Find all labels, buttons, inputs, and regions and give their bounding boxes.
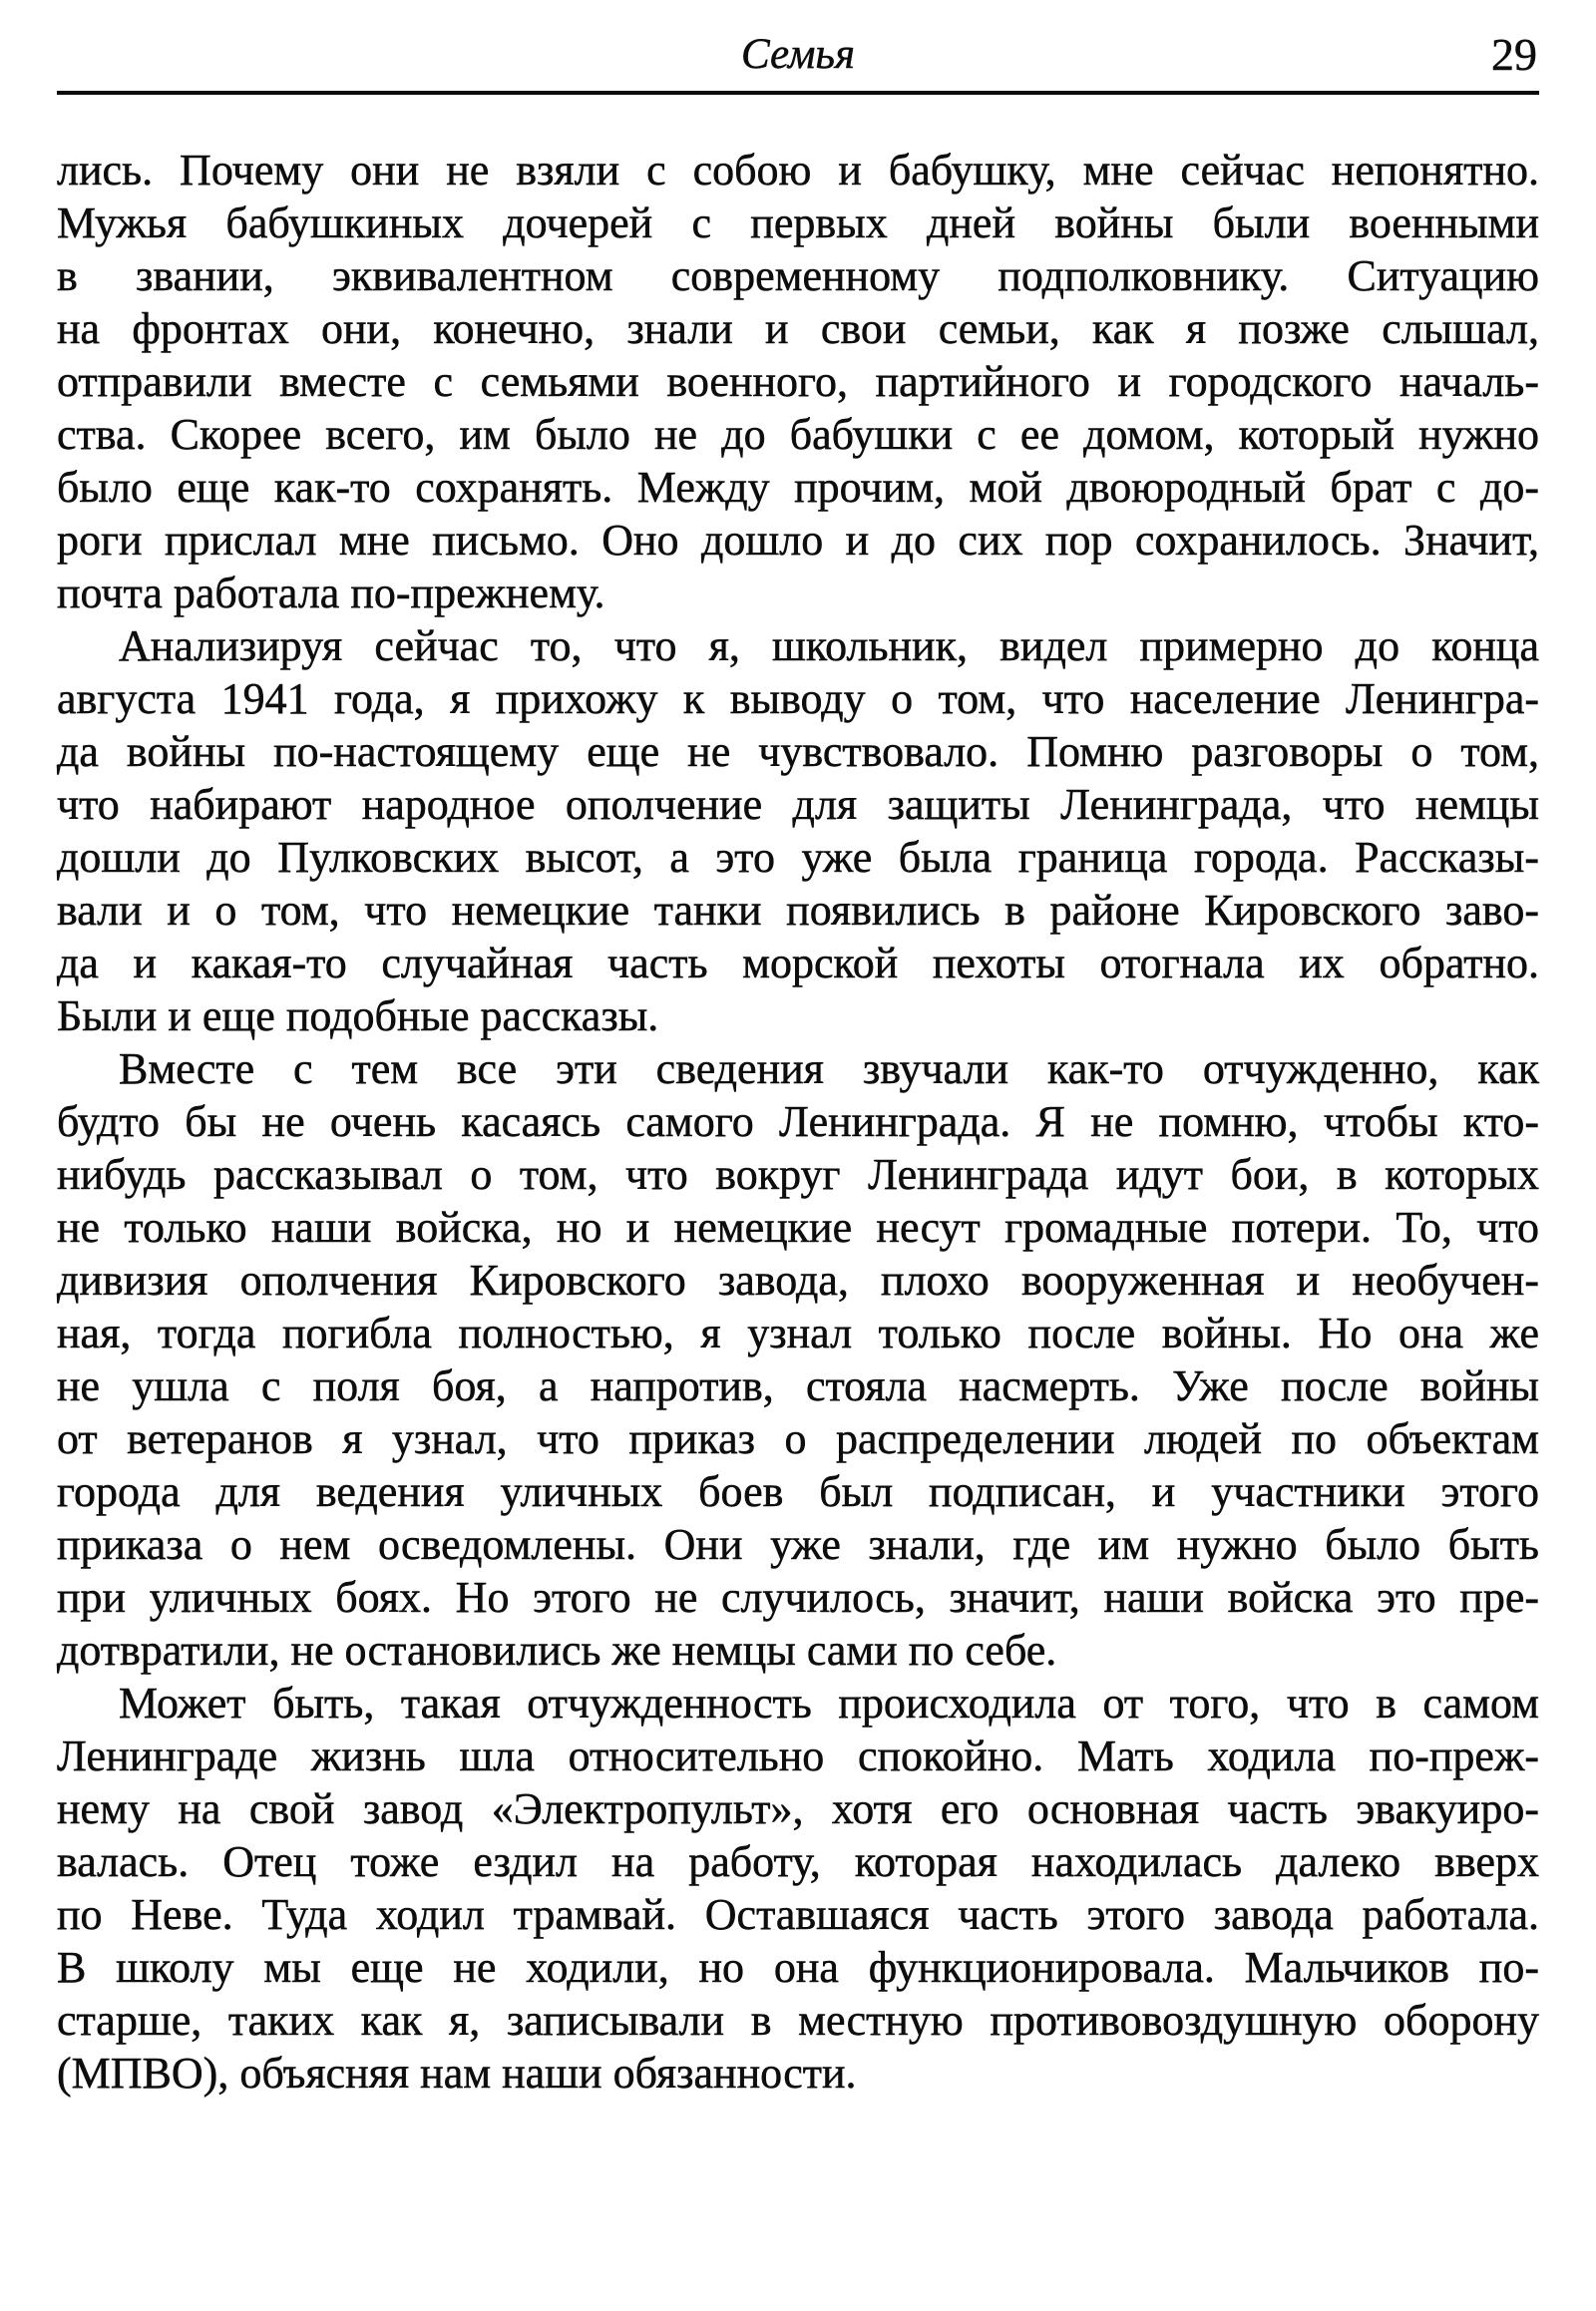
text-line: почта работала по-прежнему. bbox=[57, 569, 605, 617]
text-line: лись. Почему они не взяли с собою и бабушку, мне сейчас непонятно. bbox=[57, 146, 1539, 194]
text-line: отправили вместе с семьями военного, партийного и городского началь- bbox=[57, 357, 1539, 406]
text-line: (МПВО), объясняя нам наши обязанности. bbox=[57, 2049, 857, 2098]
text-line: дотвратили, не остановились же немцы сами по себе. bbox=[57, 1626, 1057, 1675]
text-line: на фронтах они, конечно, знали и свои семьи, как я позже слышал, bbox=[57, 304, 1539, 353]
text-line: нибудь рассказывал о том, что вокруг Ленинграда идут бои, в которых bbox=[57, 1150, 1539, 1199]
page-header bbox=[57, 26, 1539, 84]
text-line: ная, тогда погибла полностью, я узнал только после войны. Но она же bbox=[57, 1309, 1539, 1357]
text-line: да войны по-настоящему еще не чувствовало. Помню разговоры о том, bbox=[57, 727, 1539, 776]
text-line: Вместе с тем все эти сведения звучали как-то отчужденно, как bbox=[119, 1044, 1539, 1093]
text-line: вали и о том, что немецкие танки появились в районе Кировского заво- bbox=[57, 886, 1539, 935]
text-line: В школу мы еще не ходили, но она функционировала. Мальчиков по- bbox=[57, 1943, 1539, 1992]
text-line: Ленинграде жизнь шла относительно спокойно. Мать ходила по-преж- bbox=[57, 1732, 1539, 1780]
text-line: не ушла с поля боя, а напротив, стояла насмерть. Уже после войны bbox=[57, 1361, 1539, 1410]
header-rule bbox=[57, 91, 1539, 95]
text-line: валась. Отец тоже ездил на работу, которая находилась далеко вверх bbox=[57, 1837, 1539, 1886]
text-line: не только наши войска, но и немецкие несут громадные потери. То, что bbox=[57, 1203, 1539, 1252]
text-line: старше, таких как я, записывали в местную противовоздушную оборону bbox=[57, 1996, 1539, 2045]
text-line: Анализируя сейчас то, что я, школьник, видел примерно до конца bbox=[119, 621, 1539, 670]
text-line: роги прислал мне письмо. Оно дошло и до сих пор сохранилось. Значит, bbox=[57, 516, 1539, 565]
text-line: было еще как-то сохранять. Между прочим, мой двоюродный брат с до- bbox=[57, 463, 1539, 512]
text-line: что набирают народное ополчение для защиты Ленинграда, что немцы bbox=[57, 780, 1539, 829]
text-line: Может быть, такая отчужденность происходила от того, что в самом bbox=[119, 1679, 1539, 1728]
text-line: от ветеранов я узнал, что приказ о распределении людей по объектам bbox=[57, 1414, 1539, 1463]
page-number: 29 bbox=[1491, 29, 1537, 80]
text-line: да и какая-то случайная часть морской пехоты отогнала их обратно. bbox=[57, 939, 1539, 987]
text-line: Мужья бабушкиных дочерей с первых дней войны были военными bbox=[57, 198, 1539, 247]
text-line: города для ведения уличных боев был подписан, и участники этого bbox=[57, 1467, 1539, 1516]
page-text bbox=[57, 144, 1539, 2100]
text-line: при уличных боях. Но этого не случилось, значит, наши войска это пре- bbox=[57, 1573, 1539, 1622]
text-line: августа 1941 года, я прихожу к выводу о том, что население Ленингра- bbox=[57, 674, 1539, 723]
text-line: будто бы не очень касаясь самого Ленинграда. Я не помню, чтобы кто- bbox=[57, 1097, 1539, 1146]
text-line: дивизия ополчения Кировского завода, плохо вооруженная и необучен- bbox=[57, 1256, 1539, 1305]
text-line: дошли до Пулковских высот, а это уже была граница города. Рассказы- bbox=[57, 833, 1539, 882]
text-line: приказа о нем осведомлены. Они уже знали, где им нужно было быть bbox=[57, 1520, 1539, 1569]
text-line: нему на свой завод «Электропульт», хотя его основная часть эвакуиро- bbox=[57, 1784, 1539, 1833]
text-line: ства. Скорее всего, им было не до бабушки с ее домом, который нужно bbox=[57, 410, 1539, 459]
text-line: Были и еще подобные рассказы. bbox=[57, 991, 659, 1040]
text-line: в звании, эквивалентном современному подполковнику. Ситуацию bbox=[57, 251, 1539, 300]
text-line: по Неве. Туда ходил трамвай. Оставшаяся часть этого завода работала. bbox=[57, 1890, 1539, 1939]
running-head-title: Семья bbox=[741, 31, 855, 78]
